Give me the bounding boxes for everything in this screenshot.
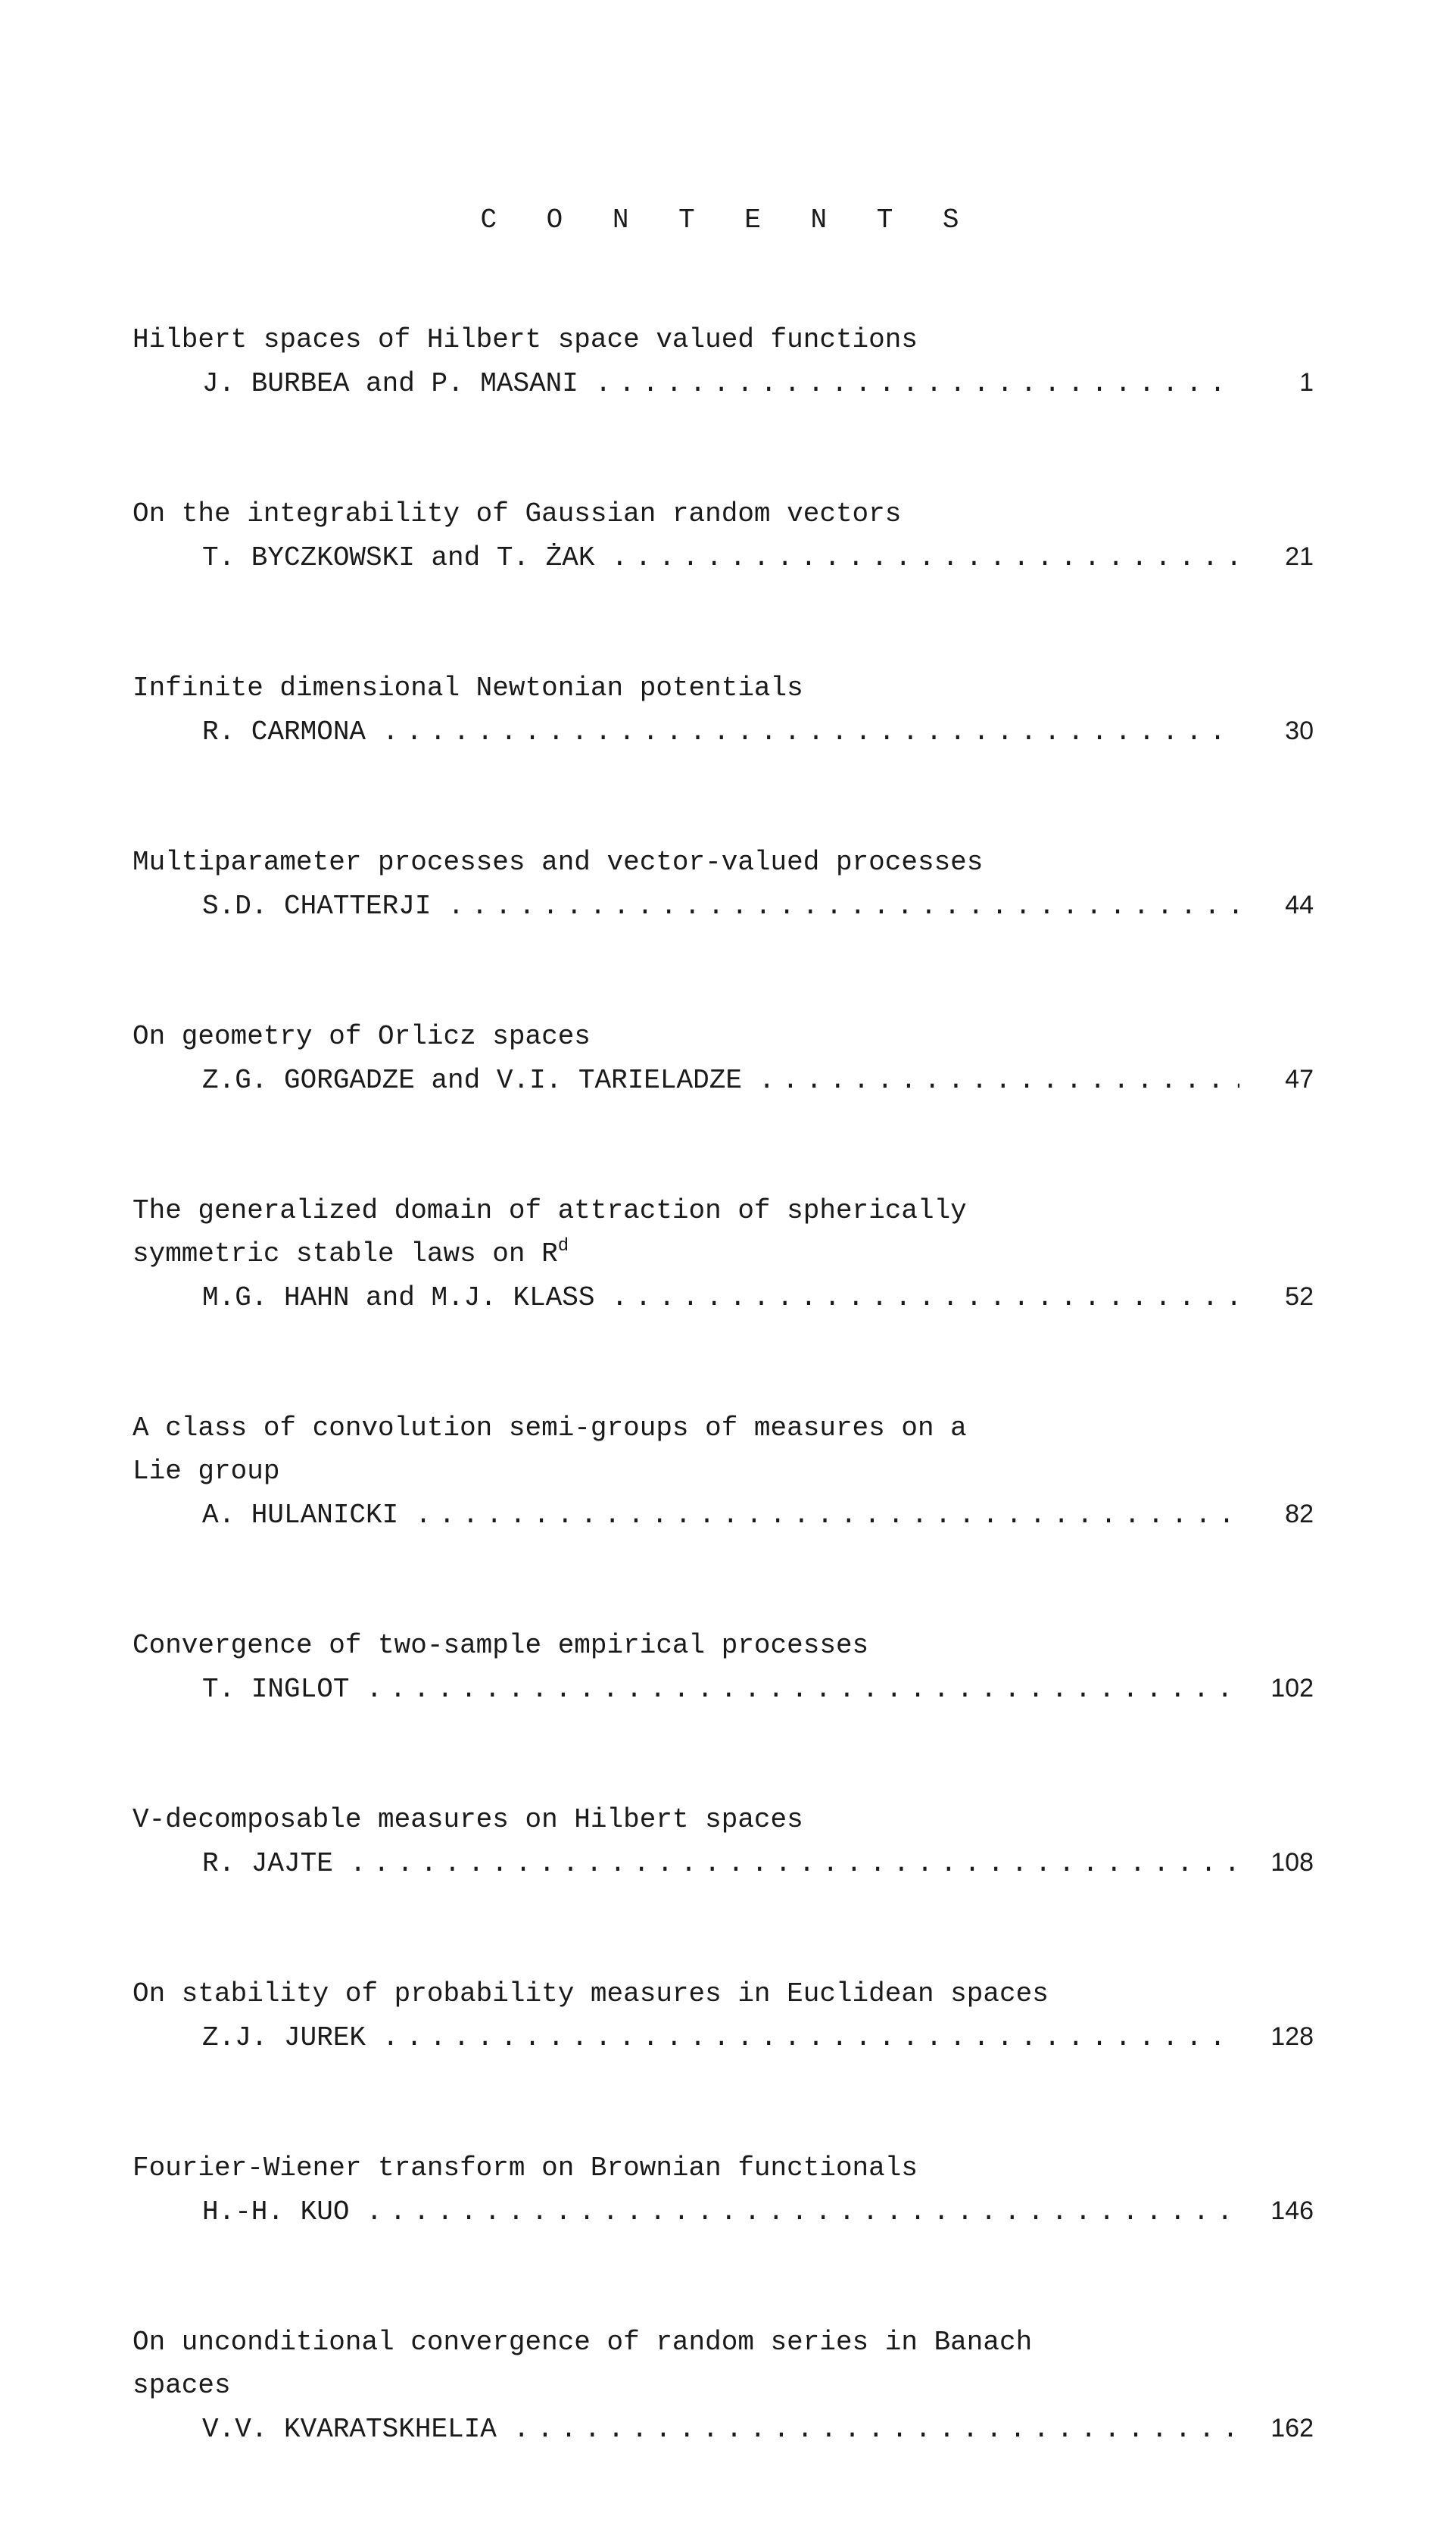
entry-title: Multiparameter processes and vector-valued processes — [133, 847, 984, 878]
dot-leader — [366, 1668, 1239, 1711]
entry-title: The generalized domain of attraction of spherically — [133, 1195, 967, 1226]
entry-page-number: 102 — [1270, 1674, 1314, 1703]
entry-author-line — [133, 535, 1314, 579]
dot-leader — [382, 2016, 1239, 2059]
superscript: d — [557, 1236, 569, 1257]
entry-title: Infinite dimensional Newtonian potentials — [133, 673, 803, 704]
dot-leader — [447, 885, 1239, 928]
entry-authors: V.V. KVARATSKHELIA — [202, 2414, 497, 2445]
entry-authors: T. INGLOT — [202, 1674, 350, 1705]
entry-page-number: 108 — [1270, 1848, 1314, 1877]
entry-title: On stability of probability measures in Euclidean spaces — [133, 1978, 1049, 2009]
toc-entry[interactable] — [133, 1624, 1314, 1711]
entry-authors: Z.G. GORGADZE and V.I. TARIELADZE — [202, 1065, 742, 1096]
toc-entry[interactable] — [133, 1189, 1314, 1319]
entry-title: A class of convolution semi-groups of measures on a — [133, 1413, 967, 1444]
toc-entry[interactable] — [133, 1972, 1314, 2059]
entry-title: On geometry of Orlicz spaces — [133, 1021, 591, 1052]
dot-leader — [611, 536, 1239, 579]
toc-entry[interactable] — [133, 666, 1314, 754]
entry-authors: M.G. HAHN and M.J. KLASS — [202, 1282, 595, 1313]
entry-title-continued: spaces — [133, 2370, 231, 2401]
toc-entry[interactable] — [133, 1406, 1314, 1537]
dot-leader — [415, 1494, 1239, 1537]
entry-title: Fourier-Wiener transform on Brownian functionals — [133, 2152, 918, 2184]
entry-authors: H.-H. KUO — [202, 2196, 350, 2227]
entry-authors: R. JAJTE — [202, 1848, 333, 1879]
toc-entry[interactable] — [133, 2146, 1314, 2234]
entry-page-number: 128 — [1270, 2022, 1314, 2051]
entry-page-number: 47 — [1285, 1065, 1314, 1094]
toc-entry[interactable] — [133, 2321, 1314, 2451]
entry-page-number: 1 — [1299, 368, 1314, 397]
entry-page-number: 146 — [1270, 2196, 1314, 2225]
entry-author-line — [133, 1667, 1314, 1711]
entry-author-line — [133, 361, 1314, 405]
entry-title: Convergence of two-sample empirical processes — [133, 1630, 869, 1661]
dot-leader — [382, 710, 1239, 754]
toc-entry[interactable] — [133, 492, 1314, 579]
entry-author-line — [133, 2407, 1314, 2451]
entry-title-continued — [133, 1232, 1314, 1275]
entry-title: On unconditional convergence of random series in Banach — [133, 2327, 1033, 2358]
entry-authors: T. BYCZKOWSKI and T. ŻAK — [202, 542, 595, 573]
entry-author-line — [133, 2190, 1314, 2234]
dot-leader — [759, 1059, 1239, 1102]
dot-leader — [595, 362, 1239, 405]
dot-leader — [350, 1842, 1239, 1885]
entry-authors: J. BURBEA and P. MASANI — [202, 368, 578, 399]
toc-entry[interactable] — [133, 1015, 1314, 1102]
entry-authors: A. HULANICKI — [202, 1500, 399, 1531]
entry-title-text: symmetric stable laws on R — [133, 1238, 558, 1269]
entry-authors: S.D. CHATTERJI — [202, 891, 432, 922]
entry-title: V-decomposable measures on Hilbert spaces — [133, 1804, 803, 1835]
dot-leader — [611, 1276, 1239, 1319]
dot-leader — [366, 2190, 1239, 2234]
entry-author-line — [133, 2015, 1314, 2059]
entry-title: Hilbert spaces of Hilbert space valued functions — [133, 324, 918, 355]
toc-entry[interactable] — [133, 1798, 1314, 1885]
entry-page-number: 44 — [1285, 891, 1314, 919]
dot-leader — [513, 2408, 1239, 2451]
entry-page-number: 82 — [1285, 1500, 1314, 1528]
entry-author-line — [133, 710, 1314, 754]
entry-authors: Z.J. JUREK — [202, 2022, 366, 2053]
toc-entry[interactable] — [133, 841, 1314, 928]
entry-authors: R. CARMONA — [202, 716, 366, 748]
toc-entry[interactable] — [133, 318, 1314, 405]
entry-page-number: 52 — [1285, 1282, 1314, 1311]
entry-author-line — [133, 1058, 1314, 1102]
entry-title: On the integrability of Gaussian random vectors — [133, 498, 902, 529]
entry-author-line — [133, 1841, 1314, 1885]
entry-author-line — [133, 1493, 1314, 1537]
entry-page-number: 21 — [1285, 542, 1314, 571]
entry-page-number: 162 — [1270, 2414, 1314, 2443]
entry-author-line — [133, 884, 1314, 928]
entry-page-number: 30 — [1285, 716, 1314, 745]
toc-list — [133, 318, 1314, 2538]
entry-author-line — [133, 1275, 1314, 1319]
page-heading: C O N T E N T S — [480, 204, 976, 236]
entry-title-continued: Lie group — [133, 1456, 280, 1487]
